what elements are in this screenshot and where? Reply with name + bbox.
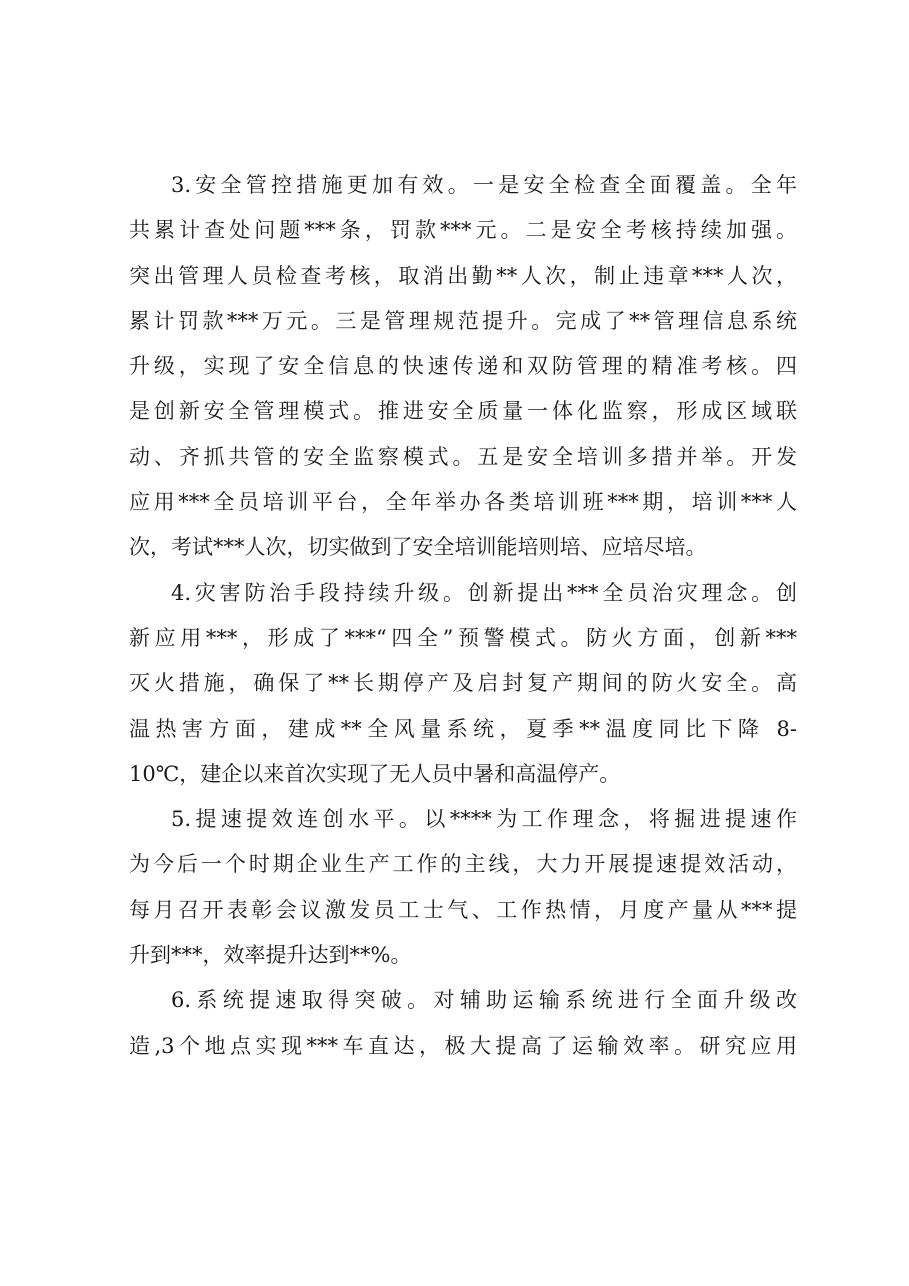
- text-line: 为今后一个时期企业生产工作的主线，大力开展提速提效活动，: [129, 852, 797, 877]
- paragraph-system-upgrade: [129, 978, 797, 1069]
- text-line: 灭火措施，确保了**长期停产及启封复产期间的防火安全。高: [129, 671, 797, 696]
- document-body: [129, 163, 797, 1069]
- paragraph-speed-efficiency: [129, 797, 797, 978]
- text-line: 次，考试***人次，切实做到了安全培训能培则培、应培尽培。: [129, 535, 707, 560]
- text-line: 突出管理人员检查考核，取消出勤**人次，制止违章***人次，: [129, 263, 797, 288]
- text-line: 每月召开表彰会议激发员工士气、工作热情，月度产量从***提: [129, 897, 797, 922]
- text-line: 应用***全员培训平台，全年举办各类培训班***期，培训***人: [129, 490, 797, 515]
- text-line: 新应用***，形成了***“四全”预警模式。防火方面，创新***: [129, 625, 797, 650]
- paragraph-disaster-prevention: [129, 571, 797, 797]
- text-line: 是创新安全管理模式。推进安全质量一体化监察，形成区域联: [129, 399, 797, 424]
- text-line: 升级，实现了安全信息的快速传递和双防管理的精准考核。四: [129, 354, 797, 379]
- text-line: 6.系统提速取得突破。对辅助运输系统进行全面升级改: [171, 988, 797, 1013]
- text-line: 累计罚款***万元。三是管理规范提升。完成了**管理信息系统: [129, 308, 797, 333]
- text-line: 4.灾害防治手段持续升级。创新提出***全员治灾理念。创: [171, 580, 797, 605]
- text-line: 温热害方面，建成**全风量系统，夏季**温度同比下降 8-: [129, 716, 797, 741]
- text-line: 共累计查处问题***条，罚款***元。二是安全考核持续加强。: [129, 218, 797, 243]
- text-line: 5.提速提效连创水平。以****为工作理念，将掘进提速作: [171, 807, 797, 832]
- text-line: 造,3个地点实现***车直达，极大提高了运输效率。研究应用: [129, 1033, 797, 1058]
- text-line: 3.安全管控措施更加有效。一是安全检查全面覆盖。全年: [171, 173, 797, 197]
- text-line: 升到***，效率提升达到**%。: [129, 943, 412, 968]
- text-line: 10℃，建企以来首次实现了无人员中暑和高温停产。: [129, 761, 621, 786]
- paragraph-safety-control: [129, 163, 797, 571]
- text-line: 动、齐抓共管的安全监察模式。五是安全培训多措并举。开发: [129, 444, 797, 469]
